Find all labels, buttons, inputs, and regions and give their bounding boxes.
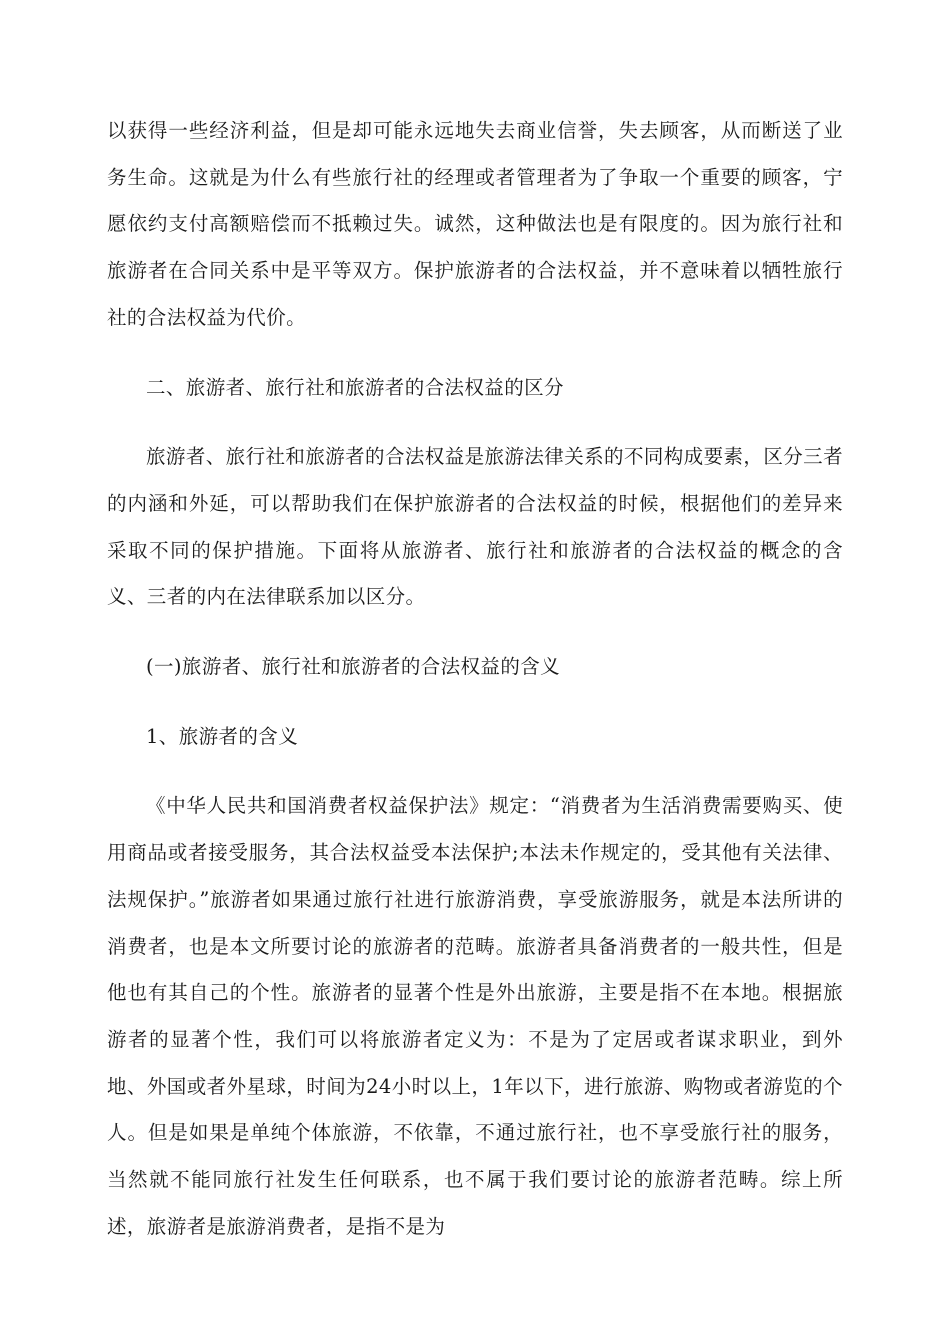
subsubsection-heading: 1、旅游者的含义: [146, 724, 299, 748]
paragraph-gap: [107, 760, 843, 783]
paragraph-gap: [107, 411, 843, 434]
document-body: [107, 108, 843, 1250]
paragraph-gap: [107, 342, 843, 365]
paragraph-gap: [107, 691, 843, 714]
section-heading: 二、旅游者、旅行社和旅游者的合法权益的区分: [146, 375, 564, 399]
paragraph-continuation: 以获得一些经济利益，但是却可能永远地失去商业信誉，失去顾客，从而断送了业务生命。这就是为什么有些旅行社的经理或者管理者为了争取一个重要的顾客，宁愿依约支付高额赔偿而不抵赖过失。诚然，这种做法也是有限度的。因为旅行社和旅游者在合同关系中是平等双方。保护旅游者的合法权益，并不意味着以牺牲旅行社的合法权益为代价。: [107, 119, 843, 329]
subsection-heading: (一)旅游者、旅行社和旅游者的合法权益的含义: [146, 655, 561, 679]
paragraph-tourist-definition: 《中华人民共和国消费者权益保护法》规定：“消费者为生活消费需要购买、使用商品或者接受服务，其合法权益受本法保护;本法未作规定的，受其他有关法律、法规保护。”旅游者如果通过旅行社进行旅游消费，享受旅游服务，就是本法所讲的消费者，也是本文所要讨论的旅游者的范畴。旅游者具备消费者的一般共性，但是他也有其自己的个性。旅游者的显著个性是外出旅游，主要是指不在本地。根据旅游者的显著个性，我们可以将旅游者定义为：不是为了定居或者谋求职业，到外地、外国或者外星球，时间为24小时以上，1年以下，进行旅游、购物或者游览的个人。但是如果是单纯个体旅游，不依靠，不通过旅行社，也不享受旅行社的服务，当然就不能同旅行社发生任何联系，也不属于我们要讨论的旅游者范畴。综上所述，旅游者是旅游消费者，是指不是为: [107, 794, 843, 1238]
paragraph-distinction: 旅游者、旅行社和旅游者的合法权益是旅游法律关系的不同构成要素，区分三者的内涵和外延，可以帮助我们在保护旅游者的合法权益的时候，根据他们的差异来采取不同的保护措施。下面将从旅游者、旅行社和旅游者的合法权益的概念的含义、三者的内在法律联系加以区分。: [107, 445, 843, 609]
paragraph-gap: [107, 621, 843, 644]
